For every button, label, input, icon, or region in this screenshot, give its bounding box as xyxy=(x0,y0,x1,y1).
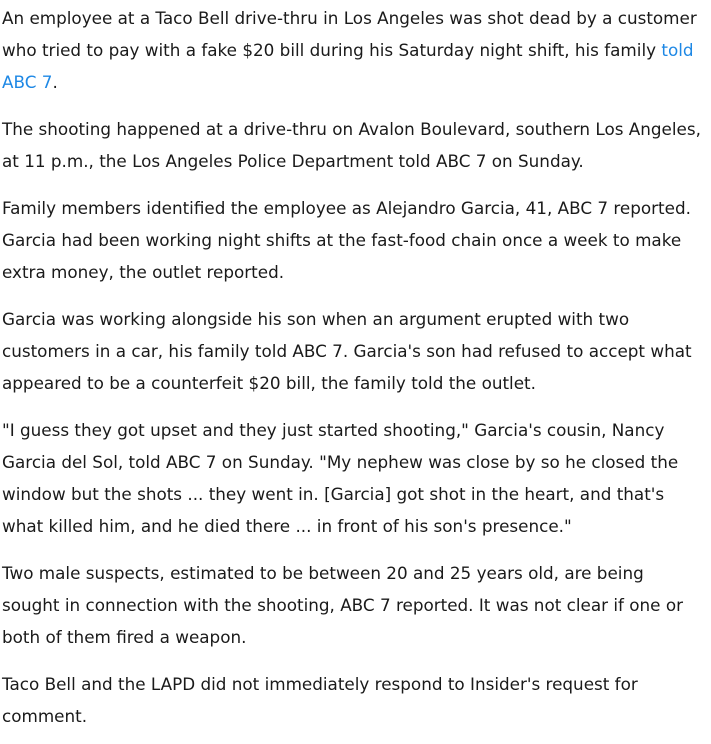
paragraph-4: Garcia was working alongside his son when an argument erupted with two customers in a car, his family told ABC 7. Garcia's son had refused to accept what appeared to be a counterfeit $20 bill, the family told the outlet. xyxy=(2,309,692,393)
paragraph-6: Two male suspects, estimated to be between 20 and 25 years old, are being sought in connection with the shooting, ABC 7 reported. It was not clear if one or both of them fired a weapon. xyxy=(2,563,683,647)
told-abc7-link[interactable]: told ABC 7 xyxy=(2,40,694,92)
paragraph-3: Family members identified the employee as Alejandro Garcia, 41, ABC 7 reported. Garcia had been working night shifts at the fast-food chain once a week to make extra money, the outlet reported. xyxy=(2,198,691,282)
paragraph-5: "I guess they got upset and they just started shooting," Garcia's cousin, Nancy Garcia del Sol, told ABC 7 on Sunday. "My nephew was close by so he closed the window but the shots ... they went in. [Garcia] got shot in the heart, and that's what killed him, and he died there ... in front of his son's presence." xyxy=(2,420,679,536)
paragraph-7: Taco Bell and the LAPD did not immediately respond to Insider's request for comment. xyxy=(2,674,638,726)
paragraph-1 xyxy=(2,2,705,98)
paragraph-1-text: An employee at a Taco Bell drive-thru in Los Angeles was shot dead by a customer who tried to pay with a fake $20 bill during his Saturday night shift, his family xyxy=(2,8,697,60)
paragraph-2: The shooting happened at a drive-thru on Avalon Boulevard, southern Los Angeles, at 11 p.m., the Los Angeles Police Department told ABC 7 on Sunday. xyxy=(2,119,701,171)
paragraph-1-period: . xyxy=(52,72,58,92)
